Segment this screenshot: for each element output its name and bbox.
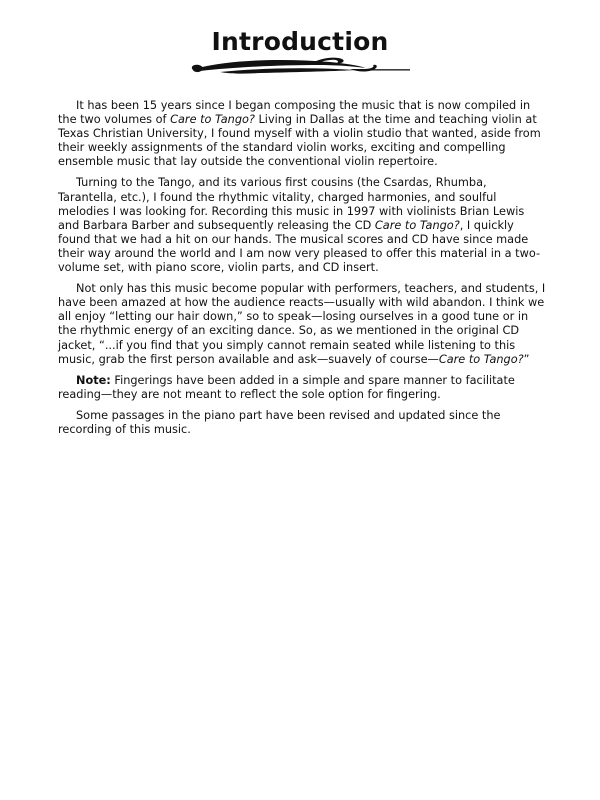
note-label: Note: (76, 373, 111, 387)
paragraph-1: It has been 15 years since I began composing the music that is now compiled in the two volumes of Care to Tango? Living in Dallas at the time and teaching violin at Texas Christian University, I found myself with a violin studio that wanted, aside from their weekly assignments of the standard violin works, exciting and compelling ensemble music that lay outside the conventional violin repertoire. (58, 99, 541, 169)
intro-text-body (58, 99, 546, 444)
note-paragraph: Note: Fingerings have been added in a simple and spare manner to facilitate reading—they are not meant to reflect the sole option for fingering. (58, 373, 515, 401)
paragraph-5: Some passages in the piano part have been revised and updated since the recording of this music. (58, 408, 501, 436)
album-title: Care to Tango? (170, 113, 255, 127)
decorative-swash-flourish-icon (190, 56, 412, 78)
paragraph-2: Turning to the Tango, and its various first cousins (the Csardas, Rhumba, Tarantella, etc.), I found the rhythmic vitality, charged harmonies, and soulful melodies I was looking for. Recording this music in 1997 with violinists Brian Lewis and Barbara Barber and subsequently releasing the CD Care to Tango?, I quickly found that we had a hit on our hands. The musical scores and CD have since made their way around the world and I am now very pleased to offer this material in a two-volume set, with piano score, violin parts, and CD insert. (58, 176, 541, 275)
page-title: Introduction (211, 27, 389, 56)
paragraph-3: Not only has this music become popular with performers, teachers, and students, I have been amazed at how the audience reacts—usually with wild abandon. I think we all enjoy “letting our hair down,” so to speak—losing ourselves in a good tune or in the rhythmic energy of an exciting dance. So, as we mentioned in the original CD jacket, “...if you find that you simply cannot remain seated while listening to this music, grab the first person available and ask—suavely of course—Care to Tango?” (58, 282, 546, 366)
album-title: Care to Tango? (438, 352, 524, 366)
album-title: Care to Tango? (374, 218, 460, 232)
